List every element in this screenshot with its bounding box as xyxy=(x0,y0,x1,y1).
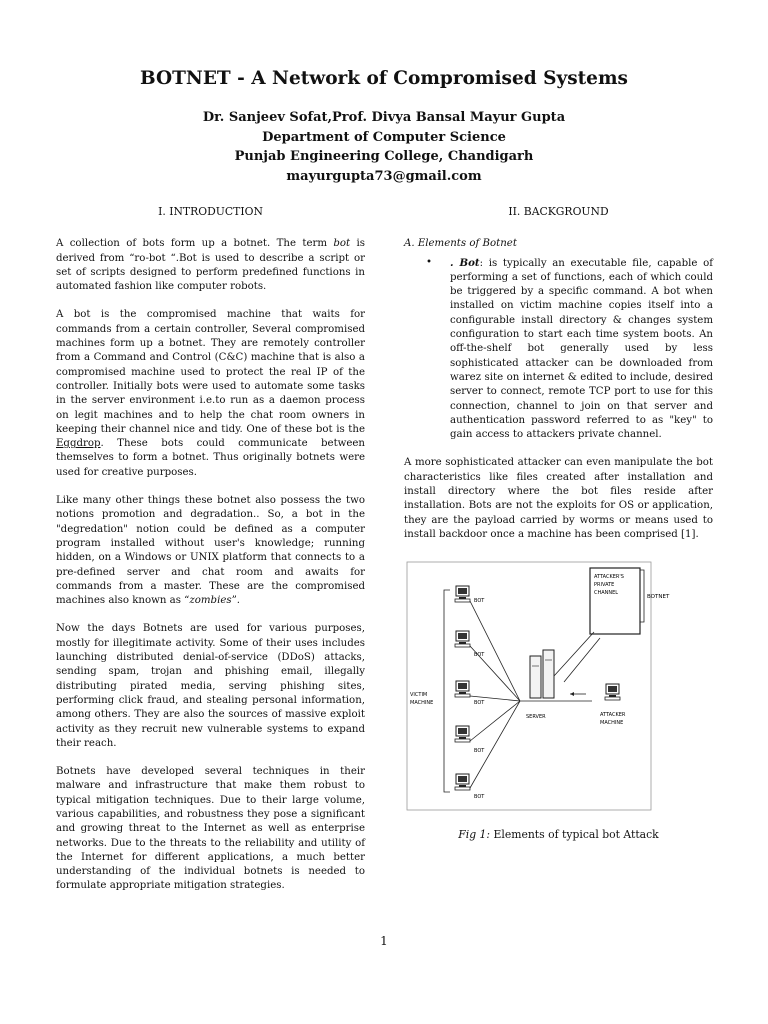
caption-label: Fig 1: xyxy=(458,828,491,842)
section-heading-background: II. BACKGROUND xyxy=(508,205,609,218)
attacker-computer-icon xyxy=(605,684,620,700)
bullet-dot-icon: • xyxy=(426,256,433,268)
bot-computer-icon xyxy=(455,726,470,742)
bot-label: BOT xyxy=(474,748,485,755)
intro-paragraph-2 xyxy=(56,308,365,480)
botnet-label: BOTNET xyxy=(647,594,670,601)
emphasis-bot: bot xyxy=(333,238,351,250)
author-names: Dr. Sanjeev Sofat,Prof. Divya Bansal Mayur Gupta xyxy=(202,110,566,125)
channel-label: PRIVATE xyxy=(594,582,615,589)
victim-brace xyxy=(444,590,450,792)
diagram-svg xyxy=(404,556,694,818)
bot-label: BOT xyxy=(474,652,485,659)
author-email[interactable]: mayurgupta73@gmail.com xyxy=(286,168,482,184)
bullet-item-bot xyxy=(404,256,713,443)
text-run: A collection of bots form up a botnet. The term xyxy=(56,238,334,250)
emphasis-zombies: zombies xyxy=(189,595,232,607)
left-column xyxy=(56,205,365,908)
caption-text: Elements of typical bot Attack xyxy=(490,828,659,842)
figure-caption xyxy=(404,828,713,842)
arrow-head-icon xyxy=(570,692,574,696)
author-college: Punjab Engineering College, Chandigarh xyxy=(234,149,534,164)
bot-computer-icon xyxy=(455,631,470,647)
channel-label: ATTACKER'S xyxy=(594,574,624,581)
intro-paragraph-3 xyxy=(56,494,365,608)
bot-label: BOT xyxy=(474,700,485,707)
eggdrop-link[interactable]: Eggdrop xyxy=(56,438,101,450)
intro-paragraph-5: Botnets have developed several techniques in their malware and infrastructure that make them robust to typical mitigation techniques. Due to their large volume, various capabilities, and robustness they pose a significant and growing threat to the Internet as well as enterprise networks. Due to the threats to the reliability and utility of the Internet for different applications, a much better understanding of the individual botnets is needed to formulate appropriate mitigation strategies. xyxy=(56,766,365,892)
right-column xyxy=(404,205,713,843)
author-department: Department of Computer Science xyxy=(262,129,506,145)
page-number: 1 xyxy=(380,934,388,948)
paper-title: BOTNET - A Network of Compromised Systems xyxy=(140,68,628,89)
bot-label: BOT xyxy=(474,794,485,801)
text-run: is derived from “ro-bot “.Bot is used to describe a script or set of scripts designed to perform predefined functions in automated fashion like computer robots. xyxy=(56,238,365,293)
figure-botnet-diagram xyxy=(404,556,694,818)
bot-label: BOT xyxy=(474,598,485,605)
channel-label: CHANNEL xyxy=(594,590,619,597)
subsection-heading: A. Elements of Botnet xyxy=(404,238,517,250)
bot-computer-icon xyxy=(455,681,470,697)
bot-computer-icon xyxy=(455,774,470,790)
victim-label: MACHINE xyxy=(410,700,434,707)
intro-paragraph-1 xyxy=(56,237,365,294)
server-label: SERVER xyxy=(526,714,546,721)
text-run: ”. xyxy=(231,595,241,607)
author-block xyxy=(0,108,768,186)
background-paragraph-2: A more sophisticated attacker can even manipulate the bot characteristics like files created after installation and install directory where the bot files reside after installation. Bots are not the exploits for OS or application, they are the payload carried by worms or means used to install backdoor once a machine has been comprised [1]. xyxy=(404,457,713,540)
section-heading-introduction: I. INTRODUCTION xyxy=(158,205,263,218)
bot-computer-icon xyxy=(455,586,470,602)
intro-paragraph-4: Now the days Botnets are used for various purposes, mostly for illegitimate activity. Some of their uses includes launching distributed denial-of-service (DDoS) attacks, sending spam, trojan and phishing email, illegally distributing pirated media, serving phishing sites, performing click fraud, and stealing personal information, among others. They are also the sources of massive exploit activity as they recruit new vulnerable systems to expand their reach. xyxy=(56,623,365,749)
bullet-term: . Bot xyxy=(450,256,480,269)
attacker-label: MACHINE xyxy=(600,720,624,727)
text-run: A bot is the compromised machine that waits for commands from a certain controller, Several compromised machines form up a botnet. They are remotely controller from a Command and Control (C&C) machine that is also a compromised machine used to protect the real IP of the controller. Initially bots were used to automate some tasks in the server environment i.e.to run as a daemon process on legit machines and to help the chat room owners in keeping their channel nice and tidy. One of these bot is the xyxy=(56,309,365,435)
victim-label: VICTIM xyxy=(410,692,428,699)
text-run: . These bots could communicate between themselves to form a botnet. Thus originally botnets were used for creative purposes. xyxy=(56,438,365,478)
text-run: Like many other things these botnet also possess the two notions promotion and degradation.. So, a bot in the "degredation" notion could be defined as a computer program installed without user's knowledge; running hidden, on a Windows or UNIX platform that connects to a pre-defined server and chat room and awaits for commands from a master. These are the compromised machines also known as “ xyxy=(56,495,365,607)
server-icon xyxy=(530,650,554,698)
attacker-label: ATTACKER xyxy=(600,712,626,719)
bullet-text: : is typically an executable file, capable of performing a set of functions, each of which could be triggered by a specific command. A bot when installed on victim machine copies itself into a configurable install directory & changes system configuration to start each time system boots. An off-the-shelf bot generally used by less sophisticated attacker can be downloaded from warez site on internet & edited to include, desired server to connect, remote TCP port to use for this connection, channel to join on that server and authentication password referred to as "key" to gain access to attackers private channel. xyxy=(450,257,713,441)
